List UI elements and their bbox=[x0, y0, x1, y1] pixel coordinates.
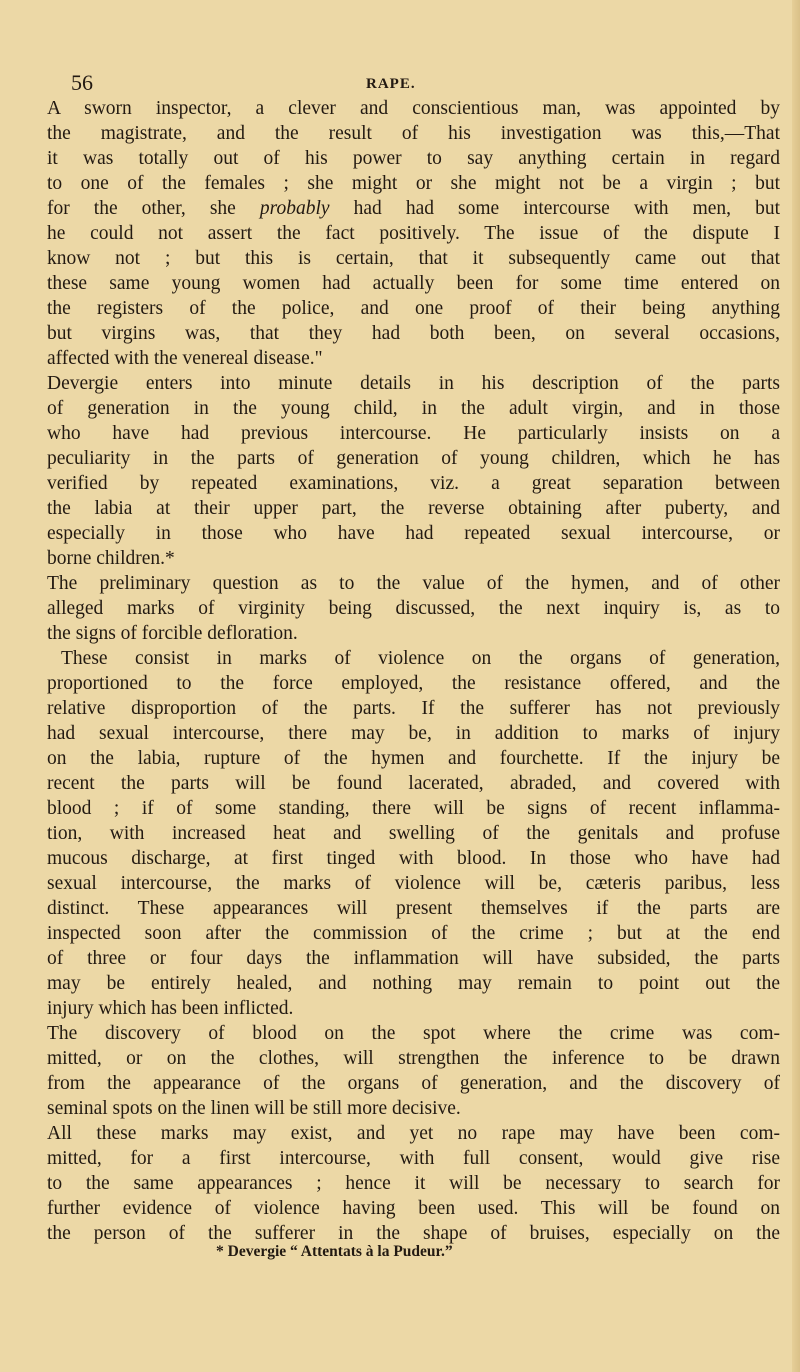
text-line: Devergie enters into minute details in his description of the parts bbox=[47, 373, 780, 394]
text-line: of generation in the young child, in the adult virgin, and in those bbox=[47, 398, 780, 419]
text-line bbox=[47, 196, 780, 221]
italic-word: probably bbox=[259, 198, 330, 219]
text-line: The discovery of blood on the spot where the crime was com- bbox=[47, 1023, 780, 1044]
text-line: he could not assert the fact positively. The issue of the dispute I bbox=[47, 223, 780, 244]
text-line: A sworn inspector, a clever and conscientious man, was appointed by bbox=[47, 98, 780, 119]
text-line: The preliminary question as to the value of the hymen, and of other bbox=[47, 573, 780, 594]
text-line: verified by repeated examinations, viz. a great separation between bbox=[47, 473, 780, 494]
text-segment: for the other, she bbox=[47, 198, 260, 219]
page-number: 56 bbox=[71, 70, 93, 95]
text-line: know not ; but this is certain, that it subsequently came out that bbox=[47, 248, 780, 269]
text-line: tion, with increased heat and swelling of the genitals and profuse bbox=[47, 823, 780, 844]
text-line: from the appearance of the organs of generation, and the discovery of bbox=[47, 1073, 780, 1094]
text-line: but virgins was, that they had both been, on several occasions, bbox=[47, 323, 780, 344]
text-line: These consist in marks of violence on the organs of generation, bbox=[61, 648, 780, 669]
text-line: affected with the venereal disease." bbox=[47, 348, 323, 369]
text-line: had sexual intercourse, there may be, in addition to marks of injury bbox=[47, 723, 780, 744]
paragraph bbox=[47, 96, 780, 371]
text-line: recent the parts will be found lacerated, abraded, and covered with bbox=[47, 773, 780, 794]
text-line: mitted, or on the clothes, will strengthen the inference to be drawn bbox=[47, 1048, 780, 1069]
running-head: RAPE. bbox=[366, 76, 416, 92]
text-line: All these marks may exist, and yet no rape may have been com- bbox=[47, 1123, 780, 1144]
paragraph bbox=[47, 646, 780, 1021]
text-line: peculiarity in the parts of generation of young children, which he has bbox=[47, 448, 780, 469]
text-line: blood ; if of some standing, there will be signs of recent inflamma- bbox=[47, 798, 780, 819]
text-line: the signs of forcible defloration. bbox=[47, 623, 298, 644]
paragraph bbox=[47, 571, 780, 646]
text-line: to one of the females ; she might or she might not be a virgin ; but bbox=[47, 173, 780, 194]
text-line: relative disproportion of the parts. If the sufferer has not previously bbox=[47, 698, 780, 719]
text-line: sexual intercourse, the marks of violence will be, cæteris paribus, less bbox=[47, 873, 780, 894]
text-line: inspected soon after the commission of the crime ; but at the end bbox=[47, 923, 780, 944]
text-line: further evidence of violence having been used. This will be found on bbox=[47, 1198, 780, 1219]
text-line: to the same appearances ; hence it will be necessary to search for bbox=[47, 1173, 780, 1194]
body-text bbox=[47, 96, 780, 1246]
text-line: who have had previous intercourse. He particularly insists on a bbox=[47, 423, 780, 444]
text-line: alleged marks of virginity being discussed, the next inquiry is, as to bbox=[47, 598, 780, 619]
page-edge bbox=[792, 0, 800, 1372]
text-line: it was totally out of his power to say anything certain in regard bbox=[47, 148, 780, 169]
text-line: may be entirely healed, and nothing may remain to point out the bbox=[47, 973, 780, 994]
text-line: the magistrate, and the result of his investigation was this,—That bbox=[47, 123, 780, 144]
footnote: * Devergie “ Attentats à la Pudeur.” bbox=[216, 1243, 453, 1260]
text-line: seminal spots on the linen will be still more decisive. bbox=[47, 1098, 461, 1119]
text-line: mitted, for a first intercourse, with full consent, would give rise bbox=[47, 1148, 780, 1169]
text-line: mucous discharge, at first tinged with blood. In those who have had bbox=[47, 848, 780, 869]
paragraph bbox=[47, 371, 780, 571]
text-segment: had had some intercourse with men, but bbox=[329, 198, 780, 219]
text-line: borne children.* bbox=[47, 548, 175, 569]
text-line: injury which has been inflicted. bbox=[47, 998, 294, 1019]
text-line: these same young women had actually been for some time entered on bbox=[47, 273, 780, 294]
text-line: on the labia, rupture of the hymen and fourchette. If the injury be bbox=[47, 748, 780, 769]
text-line: especially in those who have had repeated sexual intercourse, or bbox=[47, 523, 780, 544]
text-line: distinct. These appearances will present themselves if the parts are bbox=[47, 898, 780, 919]
paragraph bbox=[47, 1121, 780, 1246]
text-line: the registers of the police, and one proof of their being anything bbox=[47, 298, 780, 319]
text-line: the labia at their upper part, the reverse obtaining after puberty, and bbox=[47, 498, 780, 519]
paragraph bbox=[47, 1021, 780, 1121]
text-line: of three or four days the inflammation will have subsided, the parts bbox=[47, 948, 780, 969]
text-line: proportioned to the force employed, the resistance offered, and the bbox=[47, 673, 780, 694]
text-line: the person of the sufferer in the shape of bruises, especially on the bbox=[47, 1223, 780, 1244]
